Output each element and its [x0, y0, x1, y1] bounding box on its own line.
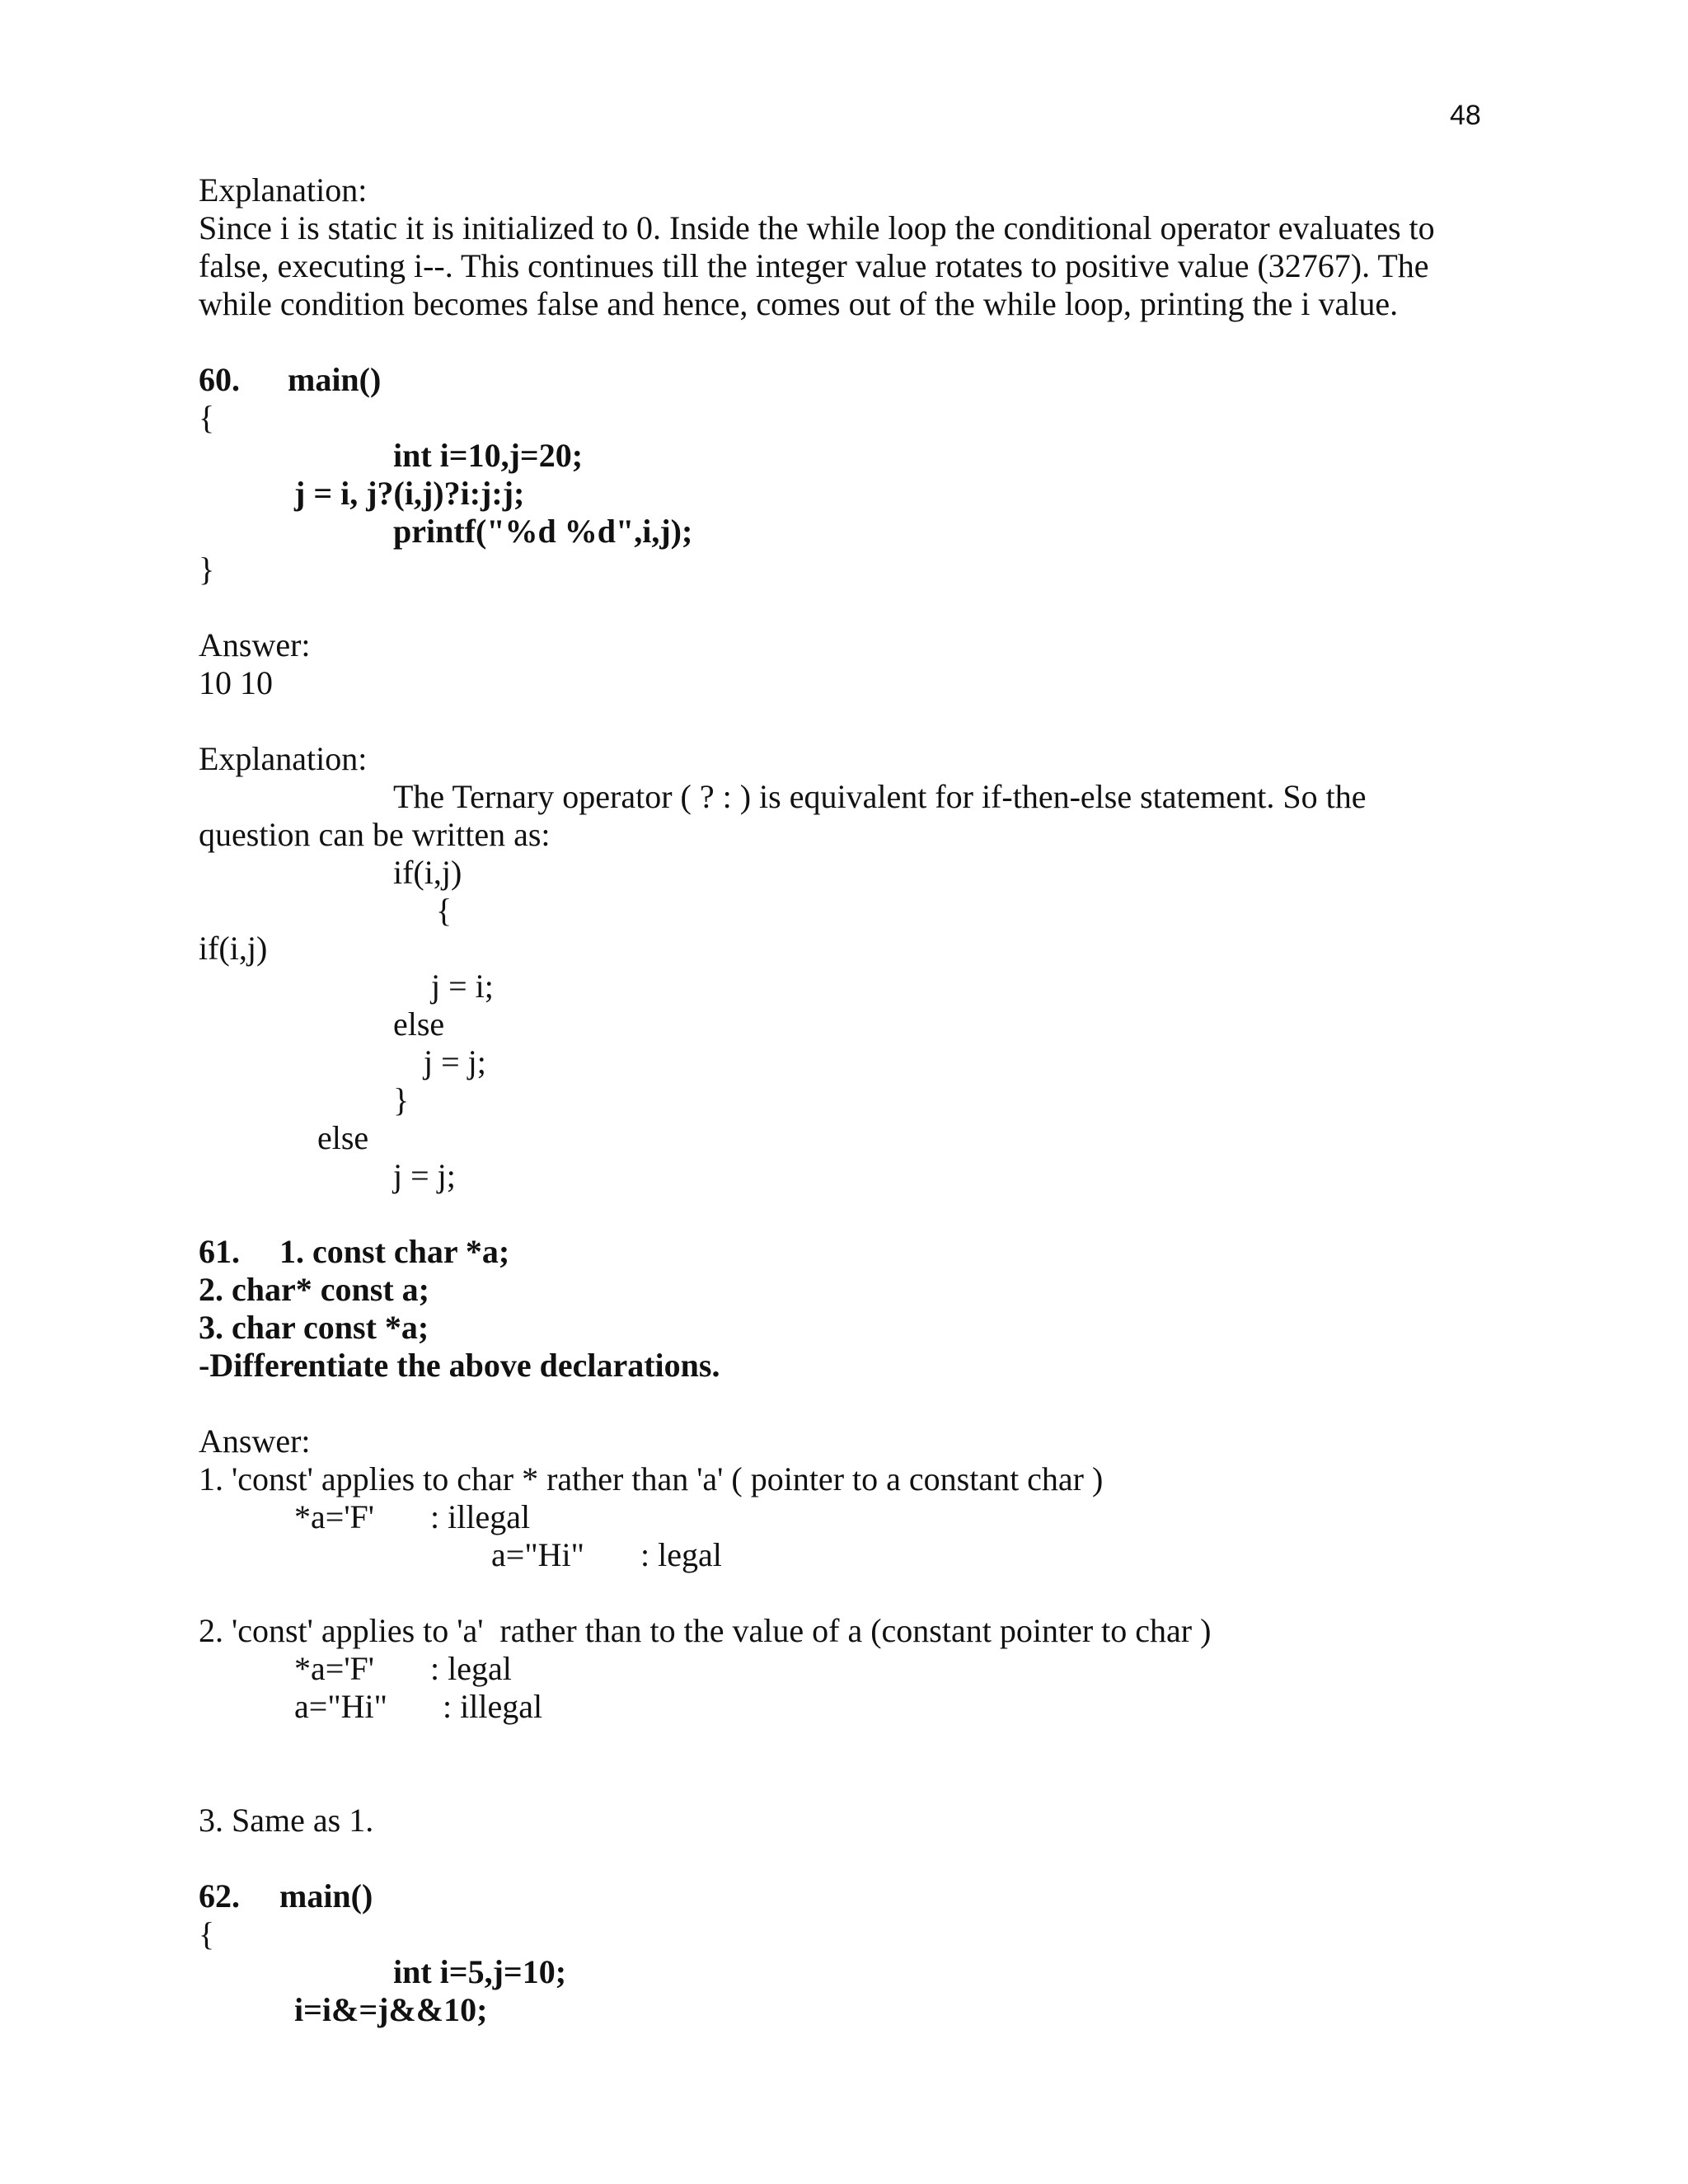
answer-label: Answer: [199, 1422, 311, 1460]
open-brace: { [199, 399, 215, 436]
declaration: 1. const char *a; [279, 1233, 510, 1270]
code-line: else [393, 1005, 445, 1043]
explanation-line: question can be written as: [199, 816, 551, 853]
code-result: : legal [640, 1536, 722, 1573]
code-signature: main() [279, 1877, 373, 1915]
declaration: 2. char* const a; [199, 1271, 429, 1308]
code-signature: main() [288, 361, 382, 398]
open-brace: { [199, 1915, 215, 1952]
code-line: j = j; [393, 1157, 456, 1194]
answer-label: Answer: [199, 626, 311, 663]
answer-item: 3. Same as 1. [199, 1802, 374, 1839]
code-example: a="Hi" [294, 1688, 387, 1725]
explanation-line: Since i is static it is initialized to 0. Inside the while loop the conditional operator evaluates to [199, 209, 1435, 246]
explanation-line: The Ternary operator ( ? : ) is equivalent for if-then-else statement. So the [393, 778, 1367, 815]
answer-item: 1. 'const' applies to char * rather than 'a' ( pointer to a constant char ) [199, 1460, 1104, 1497]
code-line: int i=10,j=20; [393, 437, 584, 474]
question-number: 60. [199, 361, 240, 398]
answer-value: 10 10 [199, 664, 273, 701]
page-number: 48 [1450, 100, 1481, 131]
question-number: 61. [199, 1233, 240, 1270]
code-line: if(i,j) [393, 854, 462, 891]
code-line: printf("%d %d",i,j); [393, 513, 693, 550]
code-line: j = i; [431, 968, 494, 1005]
code-line: i=i&=j&&10; [294, 1991, 488, 2028]
question-instruction: -Differentiate the above declarations. [199, 1347, 720, 1384]
close-brace: } [199, 551, 215, 588]
code-example: *a='F' [294, 1650, 374, 1687]
code-result: : legal [430, 1650, 512, 1687]
answer-item: 2. 'const' applies to 'a' rather than to the value of a (constant pointer to char ) [199, 1612, 1212, 1649]
code-line: else [317, 1119, 369, 1156]
explanation-heading: Explanation: [199, 171, 368, 209]
code-example: *a='F' [294, 1498, 374, 1535]
explanation-heading: Explanation: [199, 740, 368, 777]
code-line: if(i,j) [199, 930, 268, 967]
code-line: int i=5,j=10; [393, 1953, 567, 1990]
code-line: j = i, j?(i,j)?i:j:j; [294, 475, 525, 512]
code-result: : illegal [443, 1688, 543, 1725]
explanation-line: while condition becomes false and hence, comes out of the while loop, printing the i value. [199, 285, 1399, 322]
code-line: j = j; [424, 1043, 486, 1080]
code-example: a="Hi" [491, 1536, 584, 1573]
code-line: { [436, 892, 452, 929]
declaration: 3. char const *a; [199, 1309, 429, 1346]
question-number: 62. [199, 1877, 240, 1915]
code-result: : illegal [430, 1498, 531, 1535]
code-line: } [393, 1081, 410, 1118]
explanation-line: false, executing i--. This continues till the integer value rotates to positive value (32767). The [199, 247, 1429, 284]
